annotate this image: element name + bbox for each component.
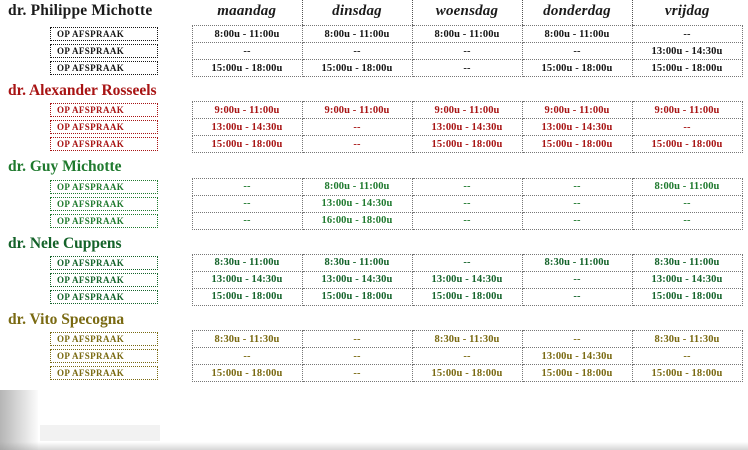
row-label-cell: [6, 365, 192, 382]
doctor-title-dr-vito-specogna: dr. Vito Specogna: [8, 310, 125, 328]
schedule-cell: 15:00u - 18:00u: [522, 60, 632, 77]
scan-shadow-artifact: [0, 390, 38, 450]
schedule-cell: 8:30u - 11:00u: [302, 254, 412, 271]
schedule-cell: 8:30u - 11:30u: [412, 331, 522, 348]
schedule-cell: 13:00u - 14:30u: [302, 271, 412, 288]
schedule-cell: --: [412, 348, 522, 365]
row-label-cell: [6, 178, 192, 195]
appointment-label: OP AFSPRAAK: [50, 44, 158, 58]
schedule-cell: 15:00u - 18:00u: [192, 136, 302, 153]
schedule-cell: 13:00u - 14:30u: [412, 119, 522, 136]
schedule-cell: 15:00u - 18:00u: [192, 365, 302, 382]
table-row: [6, 60, 742, 77]
table-row: [6, 136, 742, 153]
appointment-label: OP AFSPRAAK: [50, 273, 158, 287]
schedule-cell: 8:00u - 11:00u: [632, 178, 742, 195]
table-row: [6, 26, 742, 43]
day-header-maandag: maandag: [192, 0, 302, 25]
schedule-cell: 8:00u - 11:00u: [302, 178, 412, 195]
schedule-cell: --: [412, 43, 522, 60]
row-label-cell: [6, 348, 192, 365]
row-label-cell: [6, 195, 192, 212]
row-label-cell: [6, 331, 192, 348]
schedule-cell: 8:00u - 11:00u: [192, 26, 302, 43]
table-row: [6, 43, 742, 60]
schedule-cell: 8:30u - 11:00u: [522, 254, 632, 271]
schedule-cell: 8:30u - 11:00u: [192, 254, 302, 271]
schedule-cell: 15:00u - 18:00u: [412, 288, 522, 305]
doctor-title-dr-guy-michotte: dr. Guy Michotte: [8, 158, 122, 176]
schedule-cell: 15:00u - 18:00u: [302, 288, 412, 305]
row-label-cell: [6, 119, 192, 136]
day-header-vrijdag: vrijdag: [664, 2, 710, 19]
appointment-label: OP AFSPRAAK: [50, 137, 158, 151]
schedule-cell: --: [522, 195, 632, 212]
table-row: [6, 212, 742, 229]
row-label-cell: [6, 254, 192, 271]
schedule-cell: 13:00u - 14:30u: [632, 271, 742, 288]
table-row: [6, 178, 742, 195]
appointment-label: OP AFSPRAAK: [50, 61, 158, 75]
appointment-label: OP AFSPRAAK: [50, 214, 158, 228]
appointment-label: OP AFSPRAAK: [50, 366, 158, 380]
schedule-table-1: [6, 101, 743, 153]
schedule-cell: 13:00u - 14:30u: [632, 43, 742, 60]
schedule-table-4: [6, 330, 743, 382]
schedule-cell: 9:00u - 11:00u: [302, 102, 412, 119]
table-row: [6, 348, 742, 365]
schedule-cell: --: [522, 271, 632, 288]
schedule-cell: 15:00u - 18:00u: [302, 60, 412, 77]
day-header-woensdag: woensdag: [412, 0, 522, 25]
day-header-dinsdag: dinsdag: [302, 0, 412, 25]
appointment-label: OP AFSPRAAK: [50, 103, 158, 117]
schedule-cell: --: [302, 43, 412, 60]
schedule-cell: 13:00u - 14:30u: [302, 195, 412, 212]
row-label-cell: [6, 271, 192, 288]
doctor-title-dr-nele-cuppens: dr. Nele Cuppens: [8, 234, 122, 252]
schedule-cell: --: [302, 119, 412, 136]
schedule-cell: 9:00u - 11:00u: [632, 102, 742, 119]
schedule-cell: --: [302, 365, 412, 382]
schedule-cell: --: [632, 212, 742, 229]
schedule-cell: --: [632, 195, 742, 212]
schedule-cell: --: [632, 26, 742, 43]
row-label-cell: [6, 136, 192, 153]
schedule-cell: 8:00u - 11:00u: [412, 26, 522, 43]
row-label-cell: [6, 26, 192, 43]
schedule-cell: --: [522, 288, 632, 305]
schedule-table-3: [6, 254, 743, 306]
appointment-label: OP AFSPRAAK: [50, 27, 158, 41]
doctor-blocks: [6, 25, 742, 382]
appointment-label: OP AFSPRAAK: [50, 197, 158, 211]
row-label-cell: [6, 212, 192, 229]
schedule-table-0: [6, 25, 743, 77]
schedule-cell: --: [412, 178, 522, 195]
doctor-title-philippe-michotte: dr. Philippe Michotte: [8, 2, 153, 19]
schedule-cell: --: [522, 331, 632, 348]
schedule-cell: --: [302, 136, 412, 153]
row-label-cell: [6, 288, 192, 305]
schedule-cell: 13:00u - 14:30u: [522, 348, 632, 365]
schedule-cell: 15:00u - 18:00u: [412, 365, 522, 382]
schedule-cell: --: [632, 119, 742, 136]
schedule-cell: 9:00u - 11:00u: [522, 102, 632, 119]
day-header-donderdag: donderdag: [522, 0, 632, 25]
schedule-cell: --: [412, 254, 522, 271]
doctor-title-dr-alexander-rosseels: dr. Alexander Rosseels: [8, 82, 157, 99]
table-row: [6, 195, 742, 212]
schedule-cell: 13:00u - 14:30u: [412, 271, 522, 288]
schedule-cell: 15:00u - 18:00u: [192, 288, 302, 305]
schedule-cell: 16:00u - 18:00u: [302, 212, 412, 229]
schedule-cell: --: [192, 195, 302, 212]
schedule-cell: --: [302, 331, 412, 348]
schedule-cell: --: [412, 60, 522, 77]
schedule-cell: 15:00u - 18:00u: [412, 136, 522, 153]
table-row: [6, 119, 742, 136]
schedule-cell: 15:00u - 18:00u: [632, 60, 742, 77]
schedule-cell: --: [412, 212, 522, 229]
day-header-row: [6, 0, 742, 25]
schedule-cell: 8:30u - 11:30u: [192, 331, 302, 348]
schedule-cell: --: [192, 212, 302, 229]
appointment-label: OP AFSPRAAK: [50, 256, 158, 270]
row-label-cell: [6, 60, 192, 77]
schedule-cell: 15:00u - 18:00u: [522, 136, 632, 153]
schedule-cell: --: [522, 212, 632, 229]
schedule-cell: --: [192, 178, 302, 195]
schedule-cell: 8:30u - 11:30u: [632, 331, 742, 348]
schedule-cell: --: [192, 348, 302, 365]
schedule-cell: 15:00u - 18:00u: [632, 288, 742, 305]
schedule-cell: --: [192, 43, 302, 60]
schedule-cell: 8:00u - 11:00u: [302, 26, 412, 43]
table-row: [6, 271, 742, 288]
table-row: [6, 102, 742, 119]
table-row: [6, 288, 742, 305]
schedule-cell: 13:00u - 14:30u: [192, 119, 302, 136]
schedule-cell: 15:00u - 18:00u: [632, 136, 742, 153]
schedule-cell: --: [632, 348, 742, 365]
schedule-cell: 8:00u - 11:00u: [522, 26, 632, 43]
table-row: [6, 331, 742, 348]
scan-edge-artifact: [0, 442, 748, 450]
schedule-cell: --: [522, 178, 632, 195]
appointment-label: OP AFSPRAAK: [50, 332, 158, 346]
schedule-cell: 13:00u - 14:30u: [522, 119, 632, 136]
schedule-cell: --: [522, 43, 632, 60]
row-label-cell: [6, 102, 192, 119]
schedule-cell: --: [412, 195, 522, 212]
appointment-label: OP AFSPRAAK: [50, 290, 158, 304]
schedule-cell: 15:00u - 18:00u: [522, 365, 632, 382]
schedule-cell: 15:00u - 18:00u: [632, 365, 742, 382]
schedule-cell: 9:00u - 11:00u: [412, 102, 522, 119]
day-header-table: [6, 0, 742, 25]
schedule-cell: 9:00u - 11:00u: [192, 102, 302, 119]
schedule-cell: 13:00u - 14:30u: [192, 271, 302, 288]
row-highlight-artifact: [40, 425, 160, 441]
schedule-table-2: [6, 178, 743, 230]
appointment-label: OP AFSPRAAK: [50, 120, 158, 134]
appointment-label: OP AFSPRAAK: [50, 180, 158, 194]
schedule-cell: 8:30u - 11:00u: [632, 254, 742, 271]
table-row: [6, 254, 742, 271]
appointment-label: OP AFSPRAAK: [50, 349, 158, 363]
schedule-cell: 15:00u - 18:00u: [192, 60, 302, 77]
table-row: [6, 365, 742, 382]
row-label-cell: [6, 43, 192, 60]
schedule-cell: --: [302, 348, 412, 365]
